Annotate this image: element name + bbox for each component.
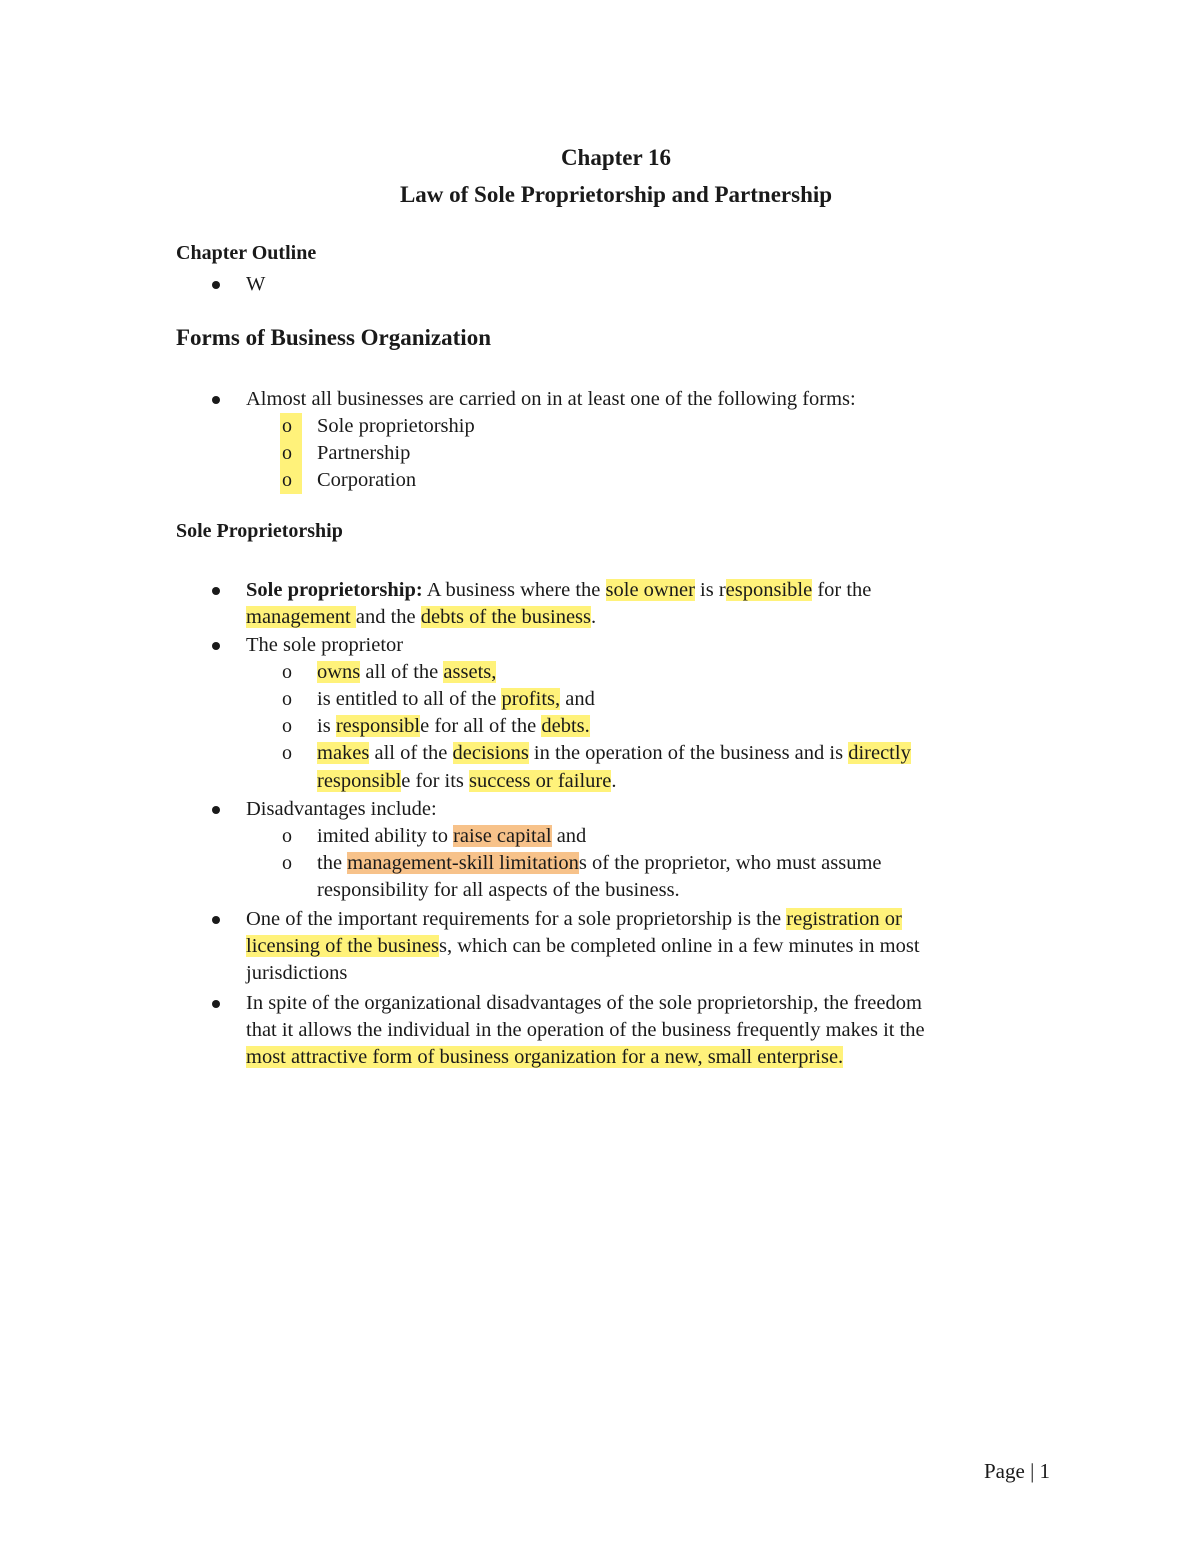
highlight: assets, (443, 661, 497, 683)
form-item: Corporation (317, 469, 417, 491)
text: and (551, 825, 587, 847)
bullet-icon (212, 916, 220, 924)
proprietor-item (317, 659, 496, 686)
disadvantage-item (317, 850, 882, 877)
highlight: management-skill limitation (347, 852, 579, 874)
o-bullet-icon: o (282, 688, 292, 710)
definition-line-1 (246, 577, 871, 604)
highlight: profits, (501, 688, 561, 710)
text: e for its (401, 770, 470, 792)
proprietor-item (317, 713, 590, 740)
forms-heading: Forms of Business Organization (176, 325, 491, 350)
proprietor-item (317, 740, 911, 767)
disadvantages-intro: Disadvantages include: (246, 798, 437, 820)
highlight: directly (848, 742, 911, 764)
highlight: responsibl (335, 715, 421, 737)
o-bullet-icon: o (280, 440, 302, 467)
proprietor-intro: The sole proprietor (246, 634, 404, 656)
o-bullet-icon: o (280, 467, 302, 494)
highlight: decisions (452, 742, 529, 764)
highlight: sole owner (605, 579, 695, 601)
spite-line-3 (246, 1044, 843, 1071)
o-bullet-icon: o (282, 852, 292, 874)
proprietor-item-cont (317, 768, 616, 795)
bullet-icon (212, 587, 220, 595)
highlight: makes (317, 742, 370, 764)
highlight: registration or (786, 908, 902, 930)
requirement-line-2 (246, 933, 920, 960)
o-bullet-icon: o (282, 661, 292, 683)
page-number: Page | 1 (984, 1459, 1051, 1483)
text: s of the proprietor, who must assume (578, 852, 882, 874)
chapter-number: Chapter 16 (560, 145, 672, 170)
definition-term: Sole proprietorship: (246, 579, 423, 601)
bullet-icon (212, 642, 220, 650)
bullet-icon (212, 1000, 220, 1008)
text: and (560, 688, 595, 710)
o-bullet-icon: o (282, 742, 292, 764)
o-bullet-icon: o (282, 715, 292, 737)
form-item: Partnership (317, 442, 411, 464)
text: s, which can be completed online in a few minutes in most (439, 935, 920, 957)
text: for the (812, 579, 872, 601)
highlight: owns (317, 661, 361, 683)
o-bullet-icon: o (282, 825, 292, 847)
disadvantage-item (317, 823, 586, 850)
text: and the (355, 606, 421, 628)
highlight: success or failure (469, 770, 612, 792)
text: is r (694, 579, 726, 601)
text: . (591, 606, 597, 628)
sole-heading: Sole Proprietorship (176, 520, 343, 542)
highlight: management (246, 606, 356, 628)
text: A business where the (422, 579, 606, 601)
spite-line-2: that it allows the individual in the operation of the business frequently makes it the (246, 1019, 925, 1041)
chapter-title: Law of Sole Proprietorship and Partnership (399, 182, 833, 207)
text: all of the (369, 742, 453, 764)
text: is (317, 715, 336, 737)
disadvantage-item-cont: responsibility for all aspects of the business. (317, 879, 680, 901)
bullet-icon (212, 396, 220, 404)
text: all of the (360, 661, 444, 683)
definition-line-2 (246, 604, 596, 631)
text: imited ability to (317, 825, 454, 847)
text: in the operation of the business and is (528, 742, 849, 764)
text: the (317, 852, 348, 874)
highlight: debts. (541, 715, 590, 737)
text: is entitled to all of the (317, 688, 502, 710)
text: e for all of the (420, 715, 542, 737)
spite-line-1: In spite of the organizational disadvantages of the sole proprietorship, the freedom (246, 992, 922, 1014)
highlight: licensing of the busines (246, 935, 440, 957)
bullet-icon (212, 281, 220, 289)
text: . (611, 770, 617, 792)
outline-item: W (246, 273, 266, 295)
bullet-icon (212, 806, 220, 814)
requirement-line-1 (246, 906, 902, 933)
highlight: esponsible (725, 579, 813, 601)
highlight: most attractive form of business organization for a new, small enterprise. (246, 1046, 844, 1068)
o-bullet-icon: o (280, 413, 302, 440)
highlight: raise capital (453, 825, 552, 847)
requirement-line-3: jurisdictions (246, 962, 348, 984)
highlight: debts of the business (420, 606, 592, 628)
highlight: responsibl (317, 770, 402, 792)
proprietor-item (317, 686, 595, 713)
forms-intro: Almost all businesses are carried on in at least one of the following forms: (246, 388, 856, 410)
outline-heading: Chapter Outline (176, 242, 317, 264)
form-item: Sole proprietorship (317, 415, 475, 437)
text: One of the important requirements for a sole proprietorship is the (246, 908, 787, 930)
